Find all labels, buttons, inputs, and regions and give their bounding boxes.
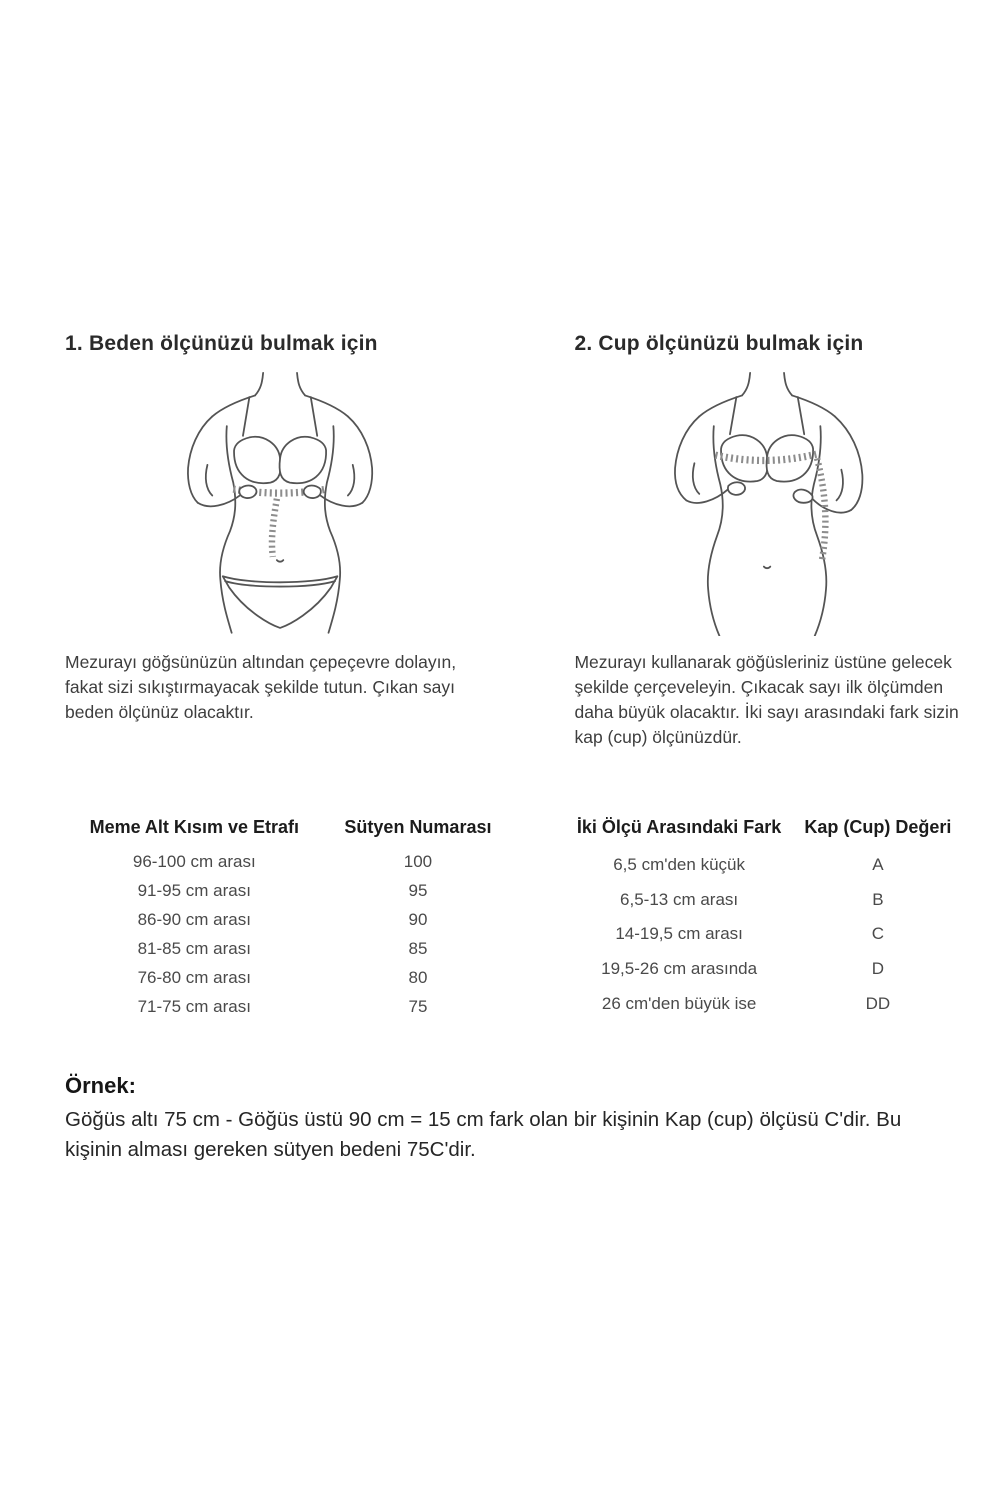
band-size-cell: 80 bbox=[408, 967, 428, 987]
difference-range-cell: 6,5-13 cm arası bbox=[620, 889, 739, 909]
table-row bbox=[562, 952, 960, 987]
cup-value-cell: B bbox=[872, 889, 884, 909]
band-size-cell: 90 bbox=[408, 909, 428, 929]
measure-range-cell: 71-75 cm arası bbox=[137, 996, 251, 1016]
table-row bbox=[65, 934, 512, 963]
difference-range-cell: 6,5 cm'den küçük bbox=[613, 854, 745, 874]
table-row bbox=[562, 847, 960, 882]
size-charts bbox=[65, 817, 960, 1021]
band-size-title: 1. Beden ölçünüzü bulmak için bbox=[65, 332, 378, 355]
table-row bbox=[65, 963, 512, 992]
band-size-cell: 75 bbox=[408, 996, 428, 1016]
table-row bbox=[65, 992, 512, 1021]
overbust-measurement-illustration bbox=[574, 368, 960, 640]
table-header-row bbox=[65, 817, 512, 847]
band-size-cell: 85 bbox=[408, 938, 428, 958]
table-header-row bbox=[562, 817, 960, 847]
measure-range-cell: 76-80 cm arası bbox=[137, 967, 251, 987]
band-size-cell: 95 bbox=[408, 880, 428, 900]
table-row bbox=[562, 917, 960, 952]
difference-range-cell: 26 cm'den büyük ise bbox=[601, 993, 757, 1013]
band-size-section bbox=[65, 332, 494, 749]
band-table-measure-header: Meme Alt Kısım ve Etrafı bbox=[89, 817, 299, 838]
table-row bbox=[562, 882, 960, 917]
measure-range-cell: 91-95 cm arası bbox=[137, 880, 251, 900]
cup-value-cell: DD bbox=[865, 993, 891, 1013]
cup-size-description: Mezurayı kullanarak göğüsleriniz üstüne gelecek şekilde çerçeveleyin. Çıkacak sayı ilk ölçümden daha büyük olacaktır. İki sayı arasındaki fark sizin kap (cup) ölçünüzdür. bbox=[574, 652, 959, 747]
measure-range-cell: 86-90 cm arası bbox=[137, 909, 251, 929]
cup-value-cell: A bbox=[872, 854, 884, 874]
example-text: Göğüs altı 75 cm - Göğüs üstü 90 cm = 15 cm fark olan bir kişinin Kap (cup) ölçüsü C'dir. Bu kişinin alması gereken sütyen bedeni 75C'dir. bbox=[65, 1108, 902, 1162]
underbust-measurement-figure bbox=[159, 368, 401, 636]
table-row bbox=[562, 987, 960, 1022]
cup-table-value-header: Kap (Cup) Değeri bbox=[804, 817, 952, 838]
measure-range-cell: 96-100 cm arası bbox=[132, 851, 256, 871]
measurement-guide-row bbox=[65, 332, 960, 749]
band-size-table bbox=[65, 817, 512, 1021]
band-size-cell: 100 bbox=[403, 851, 433, 871]
underbust-measurement-illustration bbox=[65, 368, 494, 640]
cup-table-difference-header: İki Ölçü Arasındaki Fark bbox=[576, 817, 782, 838]
table-row bbox=[65, 847, 512, 876]
difference-range-cell: 14-19,5 cm arası bbox=[615, 924, 743, 944]
example-title: Örnek: bbox=[65, 1073, 136, 1099]
difference-range-cell: 19,5-26 cm arasında bbox=[601, 959, 758, 979]
table-row bbox=[65, 876, 512, 905]
band-table-size-header: Sütyen Numarası bbox=[344, 817, 492, 838]
overbust-measurement-figure bbox=[646, 368, 888, 636]
cup-size-title: 2. Cup ölçünüzü bulmak için bbox=[574, 332, 864, 355]
measure-range-cell: 81-85 cm arası bbox=[137, 938, 251, 958]
cup-size-section bbox=[574, 332, 960, 749]
table-row bbox=[65, 905, 512, 934]
cup-value-cell: C bbox=[871, 924, 885, 944]
cup-value-cell: D bbox=[871, 959, 885, 979]
band-size-description: Mezurayı göğsünüzün altından çepeçevre dolayın, fakat sizi sıkıştırmayacak şekilde tutun. Çıkan sayı beden ölçünüz olacaktır. bbox=[65, 652, 457, 722]
cup-size-table bbox=[562, 817, 960, 1021]
example-section bbox=[65, 1073, 955, 1164]
